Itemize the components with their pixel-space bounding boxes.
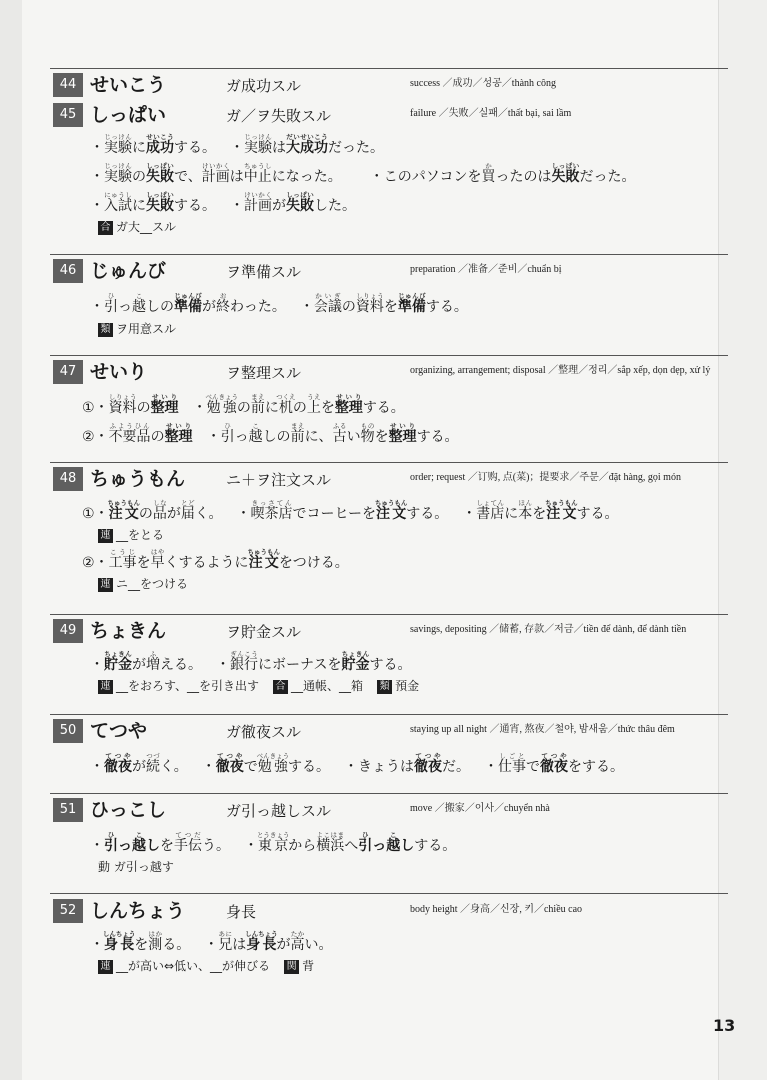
entry-number: 52 (53, 899, 83, 923)
note-badge: 連 (98, 960, 113, 974)
example-line: ②・不要品ふようひんの整理せいり・引ひっ越こしの前まえに、古ふるい物ものを整理せいりする。 (82, 422, 459, 445)
divider (50, 614, 728, 615)
example-line: ・実験じっけんの失敗しっぱいで、計画けいかくは中止ちゅうしになった。 ・このパソコンを買かったのは失敗しっぱいだった。 (90, 162, 636, 185)
example-line: ・身長しんちょうを測はかる。 ・兄あには身長しんちょうが高たかい。 (90, 930, 333, 953)
entry-number: 50 (53, 719, 83, 743)
divider (50, 462, 728, 463)
entry-reading: しんちょう (90, 900, 186, 922)
entry-translation: body height ／身高／신장, 키／chiều cao (410, 904, 583, 915)
entry-reading: せいこう (90, 74, 167, 96)
entry-translation: staying up all night ／通宵, 熬夜／철야, 밤새움／thức thâu đêm (410, 724, 675, 735)
usage-note (50, 859, 728, 875)
note-badge: 合 (98, 221, 113, 235)
entry-translation: success ／成功／성공／thành công (410, 78, 556, 89)
usage-note (50, 576, 728, 592)
divider (50, 893, 728, 894)
entry-46 (50, 257, 728, 337)
entry-49 (50, 617, 728, 694)
entry-reading: しっぱい (90, 104, 167, 126)
note-text: 背 (302, 959, 315, 973)
note-badge-plain: 動 (98, 860, 111, 874)
entry-translation: move ／搬家／이사／chuyển nhà (410, 803, 550, 814)
entry-kanji: 身長 (226, 903, 257, 921)
note-badge: 連 (98, 578, 113, 592)
note-badge: 連 (98, 680, 113, 694)
entry-kanji: ヲ貯金スル (226, 623, 302, 641)
note-text: ニ__をつける (116, 577, 189, 591)
usage-note (50, 678, 728, 694)
entry-kanji: ガ徹夜スル (226, 723, 302, 741)
entry-translation: failure ／失败／실패／thất bại, sai lầm (410, 108, 572, 119)
entry-number: 48 (53, 467, 83, 491)
entry-kanji: ヲ整理スル (226, 364, 302, 382)
example-line: ①・注文ちゅうもんの品しなが届とどく。 ・喫茶店きっさてんでコーヒーを注文ちゅうもんする。 ・書店しょてんに本ほんを注文ちゅうもんする。 (82, 499, 619, 522)
entry-number: 49 (53, 619, 83, 643)
divider (50, 355, 728, 356)
example-line: ②・工事こうじを早はやくするように注文ちゅうもんをつける。 (82, 548, 349, 571)
entry-reading: てつや (90, 720, 148, 742)
page-number: 13 (713, 1016, 736, 1035)
example-line: ①・資料しりょうの整理せいり・勉強べんきょうの前まえに机つくえの上うえを整理せいりする。 (82, 393, 405, 416)
divider (50, 714, 728, 715)
entry-number: 47 (53, 360, 83, 384)
note-text: __をおろす、__を引き出す (116, 679, 260, 693)
note-text: __通帳、__箱 (291, 679, 364, 693)
entry-number: 51 (53, 798, 83, 822)
entry-47 (50, 358, 728, 445)
note-text: 預金 (395, 679, 420, 693)
entry-kanji: ガ成功スル (226, 77, 302, 95)
entry-45 (50, 101, 728, 235)
usage-note (50, 527, 728, 543)
note-badge: 類 (377, 680, 392, 694)
entry-44 (50, 71, 728, 100)
entry-translation: organizing, arrangement; disposal ／整理／정리／sắp xếp, dọn dẹp, xử lý (410, 365, 711, 376)
note-badge: 連 (98, 529, 113, 543)
entry-kanji: ヲ準備スル (226, 263, 302, 281)
example-line: ・貯金ちょきんが増ふえる。 ・銀行ぎんこうにボーナスを貯金ちょきんする。 (90, 650, 412, 673)
entry-50 (50, 717, 728, 775)
entry-reading: せいり (90, 361, 148, 383)
note-text: __をとる (116, 528, 165, 542)
example-line: ・入試にゅうしに失敗しっぱいする。 ・計画けいかくが失敗しっぱいした。 (90, 191, 356, 214)
entry-number: 45 (53, 103, 83, 127)
entry-number: 46 (53, 259, 83, 283)
example-line: ・引ひっ越こしを手伝てつだう。 ・東京とうきょうから横浜よこはまへ引ひっ越こしする。 (90, 831, 457, 854)
entry-48 (50, 465, 728, 592)
entry-number: 44 (53, 73, 83, 97)
divider (50, 68, 728, 69)
example-line: ・引ひっ越こしの準備じゅんびが終おわった。 ・会議かいぎの資料しりょうを準備じゅんびする。 (90, 292, 468, 315)
entry-kanji: ニ＋ヲ注文スル (226, 471, 332, 489)
note-text: __が高い⇔低い、__が伸びる (116, 959, 271, 973)
divider (50, 254, 728, 255)
entry-translation: savings, depositing ／储蓄, 存款／저금／tiền để dành, để dành tiền (410, 624, 687, 635)
note-badge: 合 (273, 680, 288, 694)
entry-reading: じゅんび (90, 260, 167, 282)
note-badge: 関 (284, 960, 299, 974)
entry-translation: order; request ／订购, 点(菜)；提要求／주문／đặt hàng, gọi món (410, 472, 681, 483)
entry-reading: ひっこし (90, 799, 167, 821)
entry-reading: ちゅうもん (90, 468, 186, 490)
divider (50, 793, 728, 794)
usage-note (50, 219, 728, 235)
example-line: ・徹夜てつやが続つづく。 ・徹夜てつやで勉強べんきょうする。 ・きょうは徹夜てつやだ。 ・仕事しごとで徹夜てつやをする。 (90, 752, 624, 775)
usage-note (50, 321, 728, 337)
note-text: ガ大__スル (116, 220, 177, 234)
entry-reading: ちょきん (90, 620, 167, 642)
entry-kanji: ガ／ヲ失敗スル (226, 107, 332, 125)
usage-note (50, 958, 728, 974)
entry-translation: preparation ／准备／준비／chuẩn bị (410, 264, 562, 275)
note-text: ヲ用意スル (116, 322, 177, 336)
example-line: ・実験じっけんに成功せいこうする。 ・実験じっけんは大成功だいせいこうだった。 (90, 133, 384, 156)
entry-52 (50, 897, 728, 974)
entry-kanji: ガ引っ越しスル (226, 802, 332, 820)
note-text: ガ引っ越す (113, 860, 174, 874)
entry-51 (50, 796, 728, 875)
note-badge: 類 (98, 323, 113, 337)
